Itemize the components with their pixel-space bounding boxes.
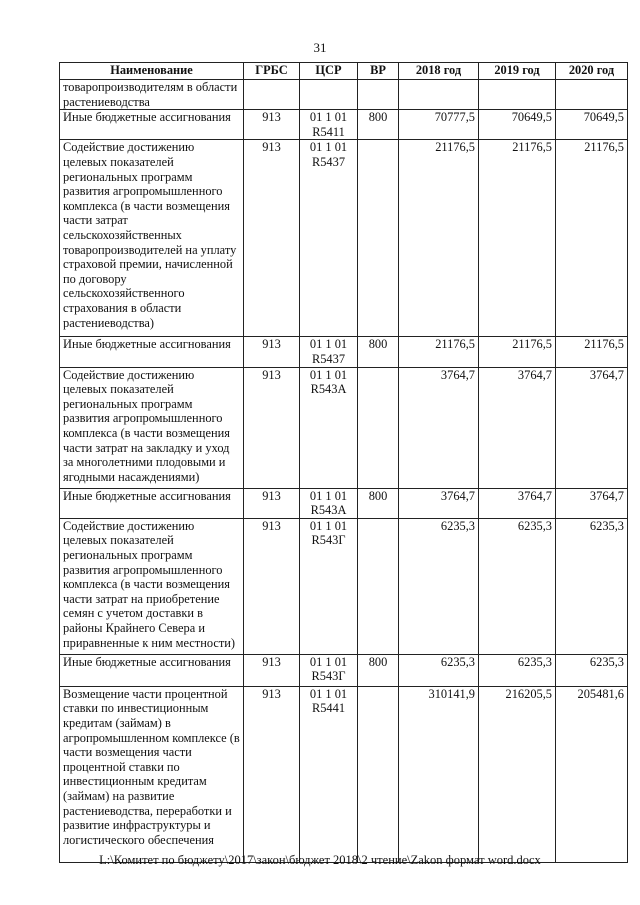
cell-2019: 3764,7 bbox=[479, 367, 556, 488]
cell-csr: 01 1 01 R5437 bbox=[300, 337, 358, 367]
cell-2018: 310141,9 bbox=[399, 686, 479, 862]
cell-name: Иные бюджетные ассигнования bbox=[60, 488, 244, 518]
cell-name: Содействие достижению целевых показателей региональных программ развития агропромышленного комплекса (в части возмещения части затрат на приобретение семян с учетом доставки в районы Крайнего Севера и приравненные к ним местности) bbox=[60, 518, 244, 654]
cell-2019: 6235,3 bbox=[479, 518, 556, 654]
cell-grbs: 913 bbox=[244, 654, 300, 686]
cell-2020: 3764,7 bbox=[556, 367, 628, 488]
table-row bbox=[60, 488, 628, 518]
column-header-csr: ЦСР bbox=[300, 63, 358, 80]
cell-csr: 01 1 01 R543A bbox=[300, 367, 358, 488]
cell-2019: 21176,5 bbox=[479, 140, 556, 337]
table-row bbox=[60, 367, 628, 488]
cell-2018: 3764,7 bbox=[399, 488, 479, 518]
cell-2018: 6235,3 bbox=[399, 518, 479, 654]
cell-name: товаропроизводителям в области растениеводства bbox=[60, 80, 244, 110]
cell-2019 bbox=[479, 80, 556, 110]
cell-csr: 01 1 01 R543Г bbox=[300, 518, 358, 654]
page-number: 31 bbox=[313, 40, 327, 55]
table-header-row bbox=[60, 63, 628, 80]
cell-2018 bbox=[399, 80, 479, 110]
cell-vr: 800 bbox=[358, 337, 399, 367]
cell-csr: 01 1 01 R5441 bbox=[300, 686, 358, 862]
cell-vr bbox=[358, 80, 399, 110]
cell-grbs: 913 bbox=[244, 110, 300, 140]
cell-2020: 21176,5 bbox=[556, 337, 628, 367]
cell-csr: 01 1 01 R5411 bbox=[300, 110, 358, 140]
cell-name: Возмещение части процентной ставки по инвестиционным кредитам (займам) в агропромышленном комплексе (в части возмещения части процентной ставки по инвестиционным кредитам (займам) на развитие растениеводства, переработки и развитие инфраструктуры и логистического обеспечения bbox=[60, 686, 244, 862]
cell-grbs: 913 bbox=[244, 337, 300, 367]
column-header-vr: ВР bbox=[358, 63, 399, 80]
budget-table bbox=[59, 62, 628, 863]
cell-csr: 01 1 01 R543Г bbox=[300, 654, 358, 686]
cell-name: Содействие достижению целевых показателей региональных программ развития агропромышленного комплекса (в части возмещения части затрат на закладку и уход за многолетними плодовыми и ягодными насаждениями) bbox=[60, 367, 244, 488]
cell-2020: 70649,5 bbox=[556, 110, 628, 140]
cell-grbs: 913 bbox=[244, 686, 300, 862]
cell-2020 bbox=[556, 80, 628, 110]
cell-2019: 6235,3 bbox=[479, 654, 556, 686]
cell-2020: 6235,3 bbox=[556, 654, 628, 686]
cell-grbs: 913 bbox=[244, 140, 300, 337]
table-row bbox=[60, 654, 628, 686]
cell-2020: 205481,6 bbox=[556, 686, 628, 862]
cell-2019: 70649,5 bbox=[479, 110, 556, 140]
cell-2018: 6235,3 bbox=[399, 654, 479, 686]
table-row bbox=[60, 140, 628, 337]
cell-csr: 01 1 01 R5437 bbox=[300, 140, 358, 337]
cell-2019: 21176,5 bbox=[479, 337, 556, 367]
cell-vr bbox=[358, 518, 399, 654]
column-header-2019: 2019 год bbox=[479, 63, 556, 80]
cell-2018: 3764,7 bbox=[399, 367, 479, 488]
cell-2020: 21176,5 bbox=[556, 140, 628, 337]
cell-2019: 3764,7 bbox=[479, 488, 556, 518]
cell-vr: 800 bbox=[358, 654, 399, 686]
cell-name: Иные бюджетные ассигнования bbox=[60, 337, 244, 367]
table-row bbox=[60, 337, 628, 367]
column-header-2018: 2018 год bbox=[399, 63, 479, 80]
table-row bbox=[60, 80, 628, 110]
cell-2018: 21176,5 bbox=[399, 337, 479, 367]
cell-name: Иные бюджетные ассигнования bbox=[60, 654, 244, 686]
cell-csr bbox=[300, 80, 358, 110]
column-header-name: Наименование bbox=[60, 63, 244, 80]
table-row bbox=[60, 686, 628, 862]
cell-grbs bbox=[244, 80, 300, 110]
cell-vr bbox=[358, 367, 399, 488]
cell-2018: 70777,5 bbox=[399, 110, 479, 140]
cell-vr: 800 bbox=[358, 488, 399, 518]
cell-vr: 800 bbox=[358, 110, 399, 140]
cell-grbs: 913 bbox=[244, 367, 300, 488]
table-row bbox=[60, 518, 628, 654]
cell-csr: 01 1 01 R543A bbox=[300, 488, 358, 518]
cell-2020: 6235,3 bbox=[556, 518, 628, 654]
column-header-grbs: ГРБС bbox=[244, 63, 300, 80]
table-row bbox=[60, 110, 628, 140]
cell-vr bbox=[358, 686, 399, 862]
cell-2019: 216205,5 bbox=[479, 686, 556, 862]
cell-grbs: 913 bbox=[244, 518, 300, 654]
cell-name: Содействие достижению целевых показателей региональных программ развития агропромышленного комплекса (в части возмещения части затрат сельскохозяйственных товаропроизводителей на уплату страховой премии, начисленной по договору сельскохозяйственного страхования в области растениеводства) bbox=[60, 140, 244, 337]
column-header-2020: 2020 год bbox=[556, 63, 628, 80]
cell-vr bbox=[358, 140, 399, 337]
cell-grbs: 913 bbox=[244, 488, 300, 518]
cell-name: Иные бюджетные ассигнования bbox=[60, 110, 244, 140]
file-path-footer: L:\Комитет по бюджету\2017\закон\бюджет 2018\2 чтение\Zakon формат word.docx bbox=[99, 853, 541, 867]
cell-2020: 3764,7 bbox=[556, 488, 628, 518]
cell-2018: 21176,5 bbox=[399, 140, 479, 337]
